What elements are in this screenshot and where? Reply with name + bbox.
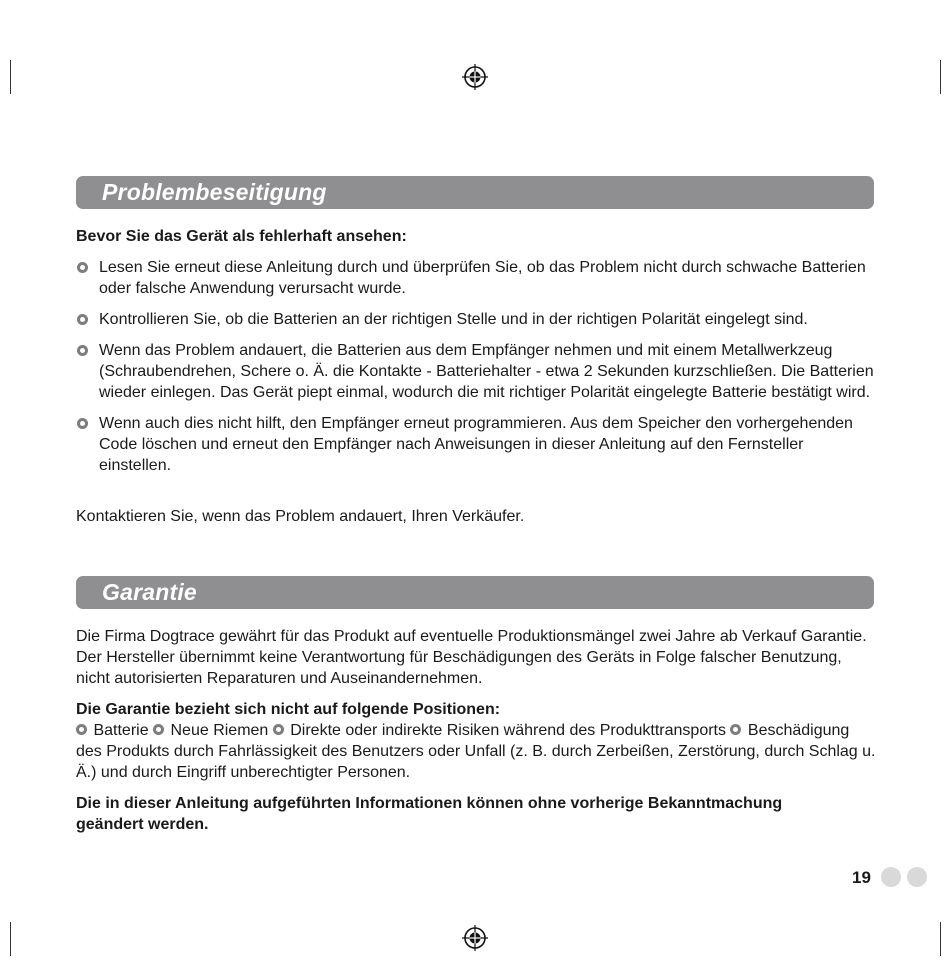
list-item: Kontrollieren Sie, ob die Batterien an der richtigen Stelle und in der richtigen Polarität eingelegt sind. xyxy=(76,309,876,330)
section-header-troubleshooting xyxy=(76,176,874,209)
crop-mark-bottom-left xyxy=(10,922,11,956)
exclusions-inline-list xyxy=(76,720,876,783)
warranty-notice: Die in dieser Anleitung aufgeführten Informationen können ohne vorherige Bekanntmachung geändert werden. xyxy=(76,795,783,833)
section-header-warranty xyxy=(76,576,874,609)
crop-mark-top-right xyxy=(940,60,941,94)
section-title: Garantie xyxy=(102,579,197,605)
page-dot-icon xyxy=(881,867,901,887)
exclusion-item: Neue Riemen xyxy=(170,722,269,739)
bullet-icon xyxy=(77,418,88,429)
bullet-icon xyxy=(77,314,88,325)
exclusions-heading: Die Garantie bezieht sich nicht auf folgende Positionen: xyxy=(76,701,501,718)
section-title: Problembeseitigung xyxy=(102,179,327,205)
bullet-icon xyxy=(77,262,88,273)
troubleshooting-intro: Bevor Sie das Gerät als fehlerhaft ansehen: xyxy=(76,228,407,245)
crop-mark-top-left xyxy=(10,60,11,94)
page-number: 19 xyxy=(852,868,871,887)
troubleshooting-closing: Kontaktieren Sie, wenn das Problem andauert, Ihren Verkäufer. xyxy=(76,508,525,525)
page-dot-icon xyxy=(907,867,927,887)
exclusion-item: Direkte oder indirekte Risiken während des Produkttransports xyxy=(290,722,726,739)
exclusion-item: Batterie xyxy=(93,722,149,739)
troubleshooting-list xyxy=(76,257,876,486)
list-item: Lesen Sie erneut diese Anleitung durch und überprüfen Sie, ob das Problem nicht durch schwache Batterien oder falsche Anwendung verursacht wurde. xyxy=(76,257,876,299)
registration-mark-bottom-icon xyxy=(462,925,488,951)
bullet-icon xyxy=(730,724,741,735)
bullet-icon xyxy=(153,724,164,735)
crop-mark-bottom-right xyxy=(940,922,941,956)
list-item: Wenn auch dies nicht hilft, den Empfänger erneut programmieren. Aus dem Speicher den vorhergehenden Code löschen und erneut den Empfänger nach Anweisungen in dieser Anleitung auf den Fernsteller einstellen. xyxy=(76,413,876,476)
exclusion-item: Beschädigung des Produkts durch Fahrlässigkeit des Benutzers oder Unfall (z. B. durch Zerbeißen, Zerstörung, durch Schlag u. Ä.) und durch Eingriff unberechtigter Personen. xyxy=(76,722,876,781)
bullet-icon xyxy=(77,345,88,356)
bullet-icon xyxy=(273,724,284,735)
list-item: Wenn das Problem andauert, die Batterien aus dem Empfänger nehmen und mit einem Metallwerkzeug (Schraubendrehen, Schere o. Ä. die Kontakte - Batteriehalter - etwa 2 Sekunden kurzschließen. Die Batterien wieder einlegen. Das Gerät piept einmal, wodurch die mit richtiger Polarität eingelegte Batterie bestätigt wird. xyxy=(76,340,876,403)
warranty-paragraph: Die Firma Dogtrace gewährt für das Produkt auf eventuelle Produktionsmängel zwei Jahre ab Verkauf Garantie. Der Hersteller übernimmt keine Verantwortung für Beschädigungen des Geräts in Folge falscher Benutzung, nicht autorisierten Reparaturen und Auseinandernehmen. xyxy=(76,628,867,687)
registration-mark-top-icon xyxy=(462,64,488,90)
bullet-icon xyxy=(76,724,87,735)
warranty-exclusions xyxy=(76,699,876,783)
